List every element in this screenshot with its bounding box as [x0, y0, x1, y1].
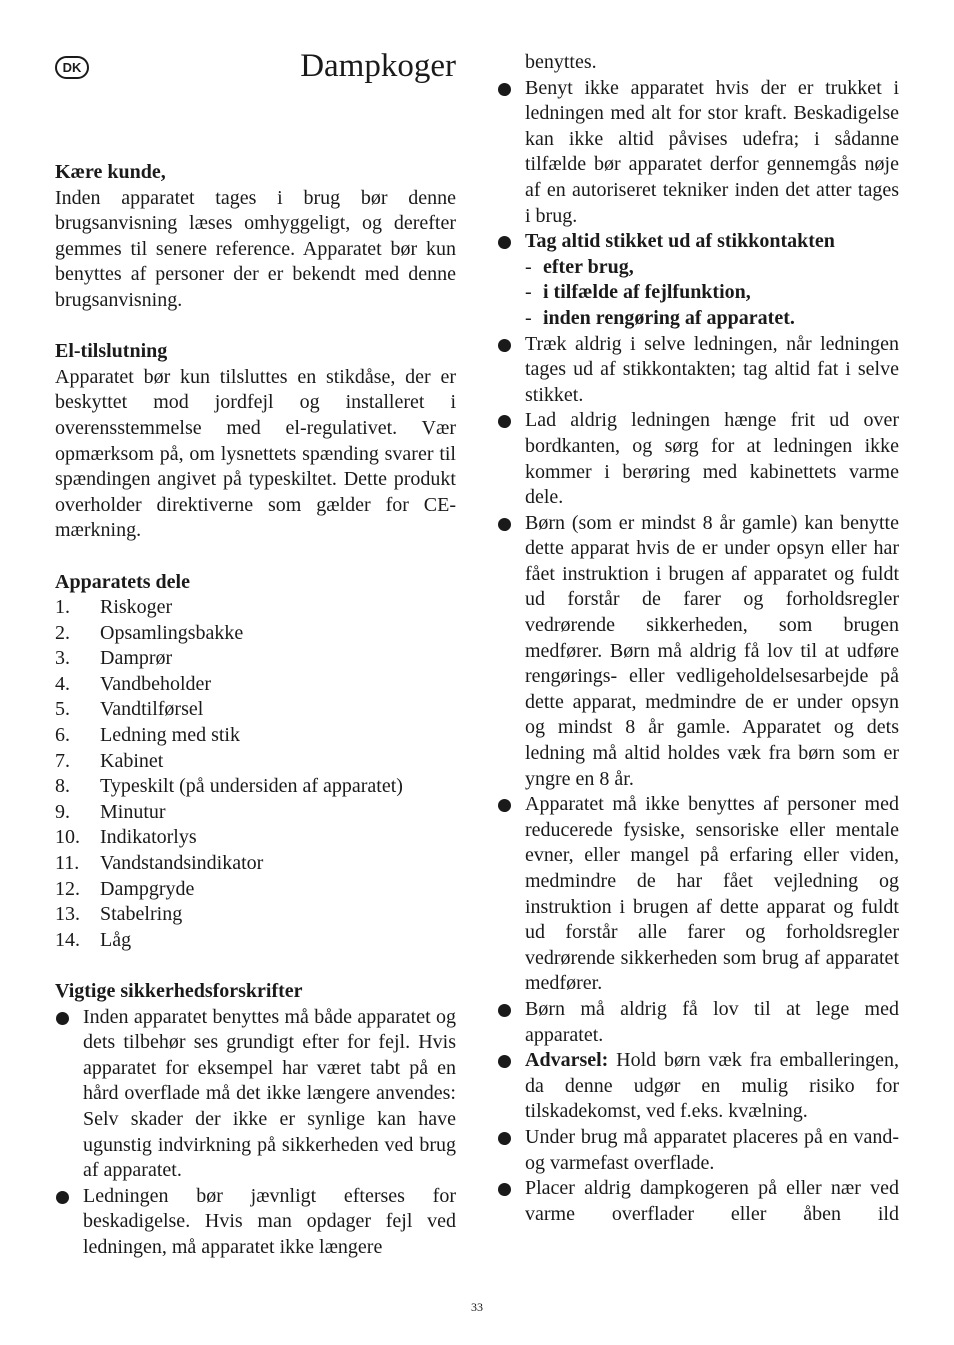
- bullet-item: Træk aldrig i selve ledningen, når ledningen tages ud af stikkontakten; tag altid fat i selve stikket.: [497, 332, 899, 409]
- list-item: 2. Opsamlingsbakke: [55, 621, 244, 644]
- warning-label: Advarsel:: [525, 1049, 609, 1072]
- bullet-item: Lad aldrig ledningen hænge frit ud over bordkanten, og sørg for at ledningen ikke kommer i berøring med kabinettets varme dele.: [497, 408, 899, 510]
- list-item: 1. Riskoger: [55, 596, 173, 619]
- list-item: 12. Dampgryde: [55, 877, 195, 900]
- bullet-item: Under brug må apparatet placeres på en vand- og varmefast overflade.: [497, 1125, 899, 1176]
- intro-text: Inden apparatet tages i brug bør denne brugsanvisning læses omhyggeligt, og derefter gemmes til senere reference. Apparatet bør kun benyttes af personer der er bekendt med denne brugsanvisning.: [55, 186, 456, 311]
- bullet-dot-icon: [497, 1125, 525, 1176]
- list-item: 4. Vandbeholder: [55, 672, 212, 695]
- bullet-item: Apparatet må ikke benyttes af personer med reducerede fysiske, sensoriske eller mentale evner, eller mangel på erfaring eller viden, medmindre de har fået vejledning og instruktion i brugen af dette apparat og fuldt ud forstår alle farer og forholdsregler vedrørende sikkerheden som brug af apparatet medfører.: [497, 792, 899, 997]
- list-item: 9. Minutur: [55, 800, 166, 823]
- intro-heading: Kære kunde,: [55, 161, 166, 183]
- el-heading: El-tilslutning: [55, 340, 168, 363]
- language-badge: DK: [55, 56, 89, 79]
- bullet-item: Benyt ikke apparatet hvis der er trukket i ledningen med alt for stor kraft. Beskadigelse kan ikke altid påvises udefra; i sådanne tilfælde bør apparatet derfor gennemgås nøje af en autoriseret tekniker inden det atter tages i brug.: [497, 76, 899, 230]
- list-item: 6. Ledning med stik: [55, 724, 240, 747]
- right-column: [497, 50, 899, 1227]
- safety-heading: Vigtige sikkerhedsforskrifter: [55, 980, 303, 1002]
- parts-heading: Apparatets dele: [55, 570, 190, 593]
- list-item: 7. Kabinet: [55, 749, 164, 772]
- bullet-item: Børn må aldrig få lov til at lege med apparatet.: [497, 997, 899, 1048]
- list-item: 13. Stabelring: [55, 903, 183, 926]
- page-title: Dampkoger: [300, 48, 456, 84]
- bullet-dot-icon: [497, 332, 525, 409]
- list-item: 14. Låg: [55, 928, 132, 951]
- bullet-item: Advarsel: Hold børn væk fra emballeringen, da denne udgør en mulig risiko for tilskadekomst, ved f.eks. kvælning.: [497, 1048, 899, 1125]
- page-number: 33: [471, 1300, 483, 1314]
- bullet-item: Tag altid stikket ud af stikkontakten: [497, 229, 899, 255]
- el-text: Apparatet bør kun tilsluttes en stikdåse, der er beskyttet mod jordfejl og installeret i overensstemmelse med el-regulativet. Vær opmærksom på, om lysnettets spænding svarer til spændingen angivet på typeskiltet. Dette produkt overholder direktiverne som gælder for CE-mærkning.: [55, 365, 456, 542]
- bullet-item: Ledningen bør jævnligt efterses for beskadigelse. Hvis man opdager fejl ved ledningen, må apparatet ikke længere: [55, 1184, 456, 1261]
- bullet-dot-icon: [55, 1005, 83, 1184]
- bullet-dot-icon: [497, 229, 525, 255]
- bullet-dot-icon: [497, 76, 525, 230]
- list-item: 10. Indikatorlys: [55, 826, 197, 849]
- bullet-dot-icon: [55, 1184, 83, 1261]
- list-item: 8. Typeskilt (på undersiden af apparatet): [55, 775, 403, 798]
- list-item: 11. Vandstandsindikator: [55, 852, 264, 875]
- list-item: 3. Damprør: [55, 647, 173, 670]
- bullet-dot-icon: [497, 511, 525, 793]
- bullet-item: Placer aldrig dampkogeren på eller nær ved varme overflader eller åben ild: [497, 1176, 899, 1227]
- bullet-dot-icon: [497, 1048, 525, 1125]
- bullet-item: Inden apparatet benyttes må både apparatet og dets tilbehør ses grundigt efter for fejl. Hvis apparatet for eksempel har været tabt på en hård overflade må det ikke længere anvendes: Selv skader der ikke er synlige kan have ugunstig indvirkning på sikkerheden ved brug af apparatet.: [55, 1005, 456, 1184]
- bullet-dot-icon: [497, 792, 525, 997]
- bullet-dot-icon: [497, 997, 525, 1048]
- list-item: 5. Vandtilførsel: [55, 698, 204, 721]
- bullet-dot-icon: [497, 408, 525, 510]
- sub-item: - i tilfælde af fejlfunktion,: [525, 281, 751, 304]
- parts-list: [55, 595, 456, 953]
- bullet-continuation: benyttes.: [525, 51, 597, 73]
- bullet-dot-icon: [497, 1176, 525, 1227]
- left-column: [55, 160, 456, 1261]
- sub-item: - efter brug,: [525, 255, 634, 278]
- sub-item: - inden rengøring af apparatet.: [525, 306, 795, 329]
- bullet-item: Børn (som er mindst 8 år gamle) kan benytte dette apparat hvis de er under opsyn eller har fået instruktion i brugen af apparatet og fuldt ud forstår de farer og forholdsregler vedrørende sikkerheden, som brugen medfører. Børn må aldrig få lov til at udføre rengørings- eller vedligeholdelsesarbejde på dette apparat, medmindre de er under opsyn og mindst 8 år gamle. Apparatet og dets ledning må altid holdes væk fra børn som er yngre en 8 år.: [497, 511, 899, 793]
